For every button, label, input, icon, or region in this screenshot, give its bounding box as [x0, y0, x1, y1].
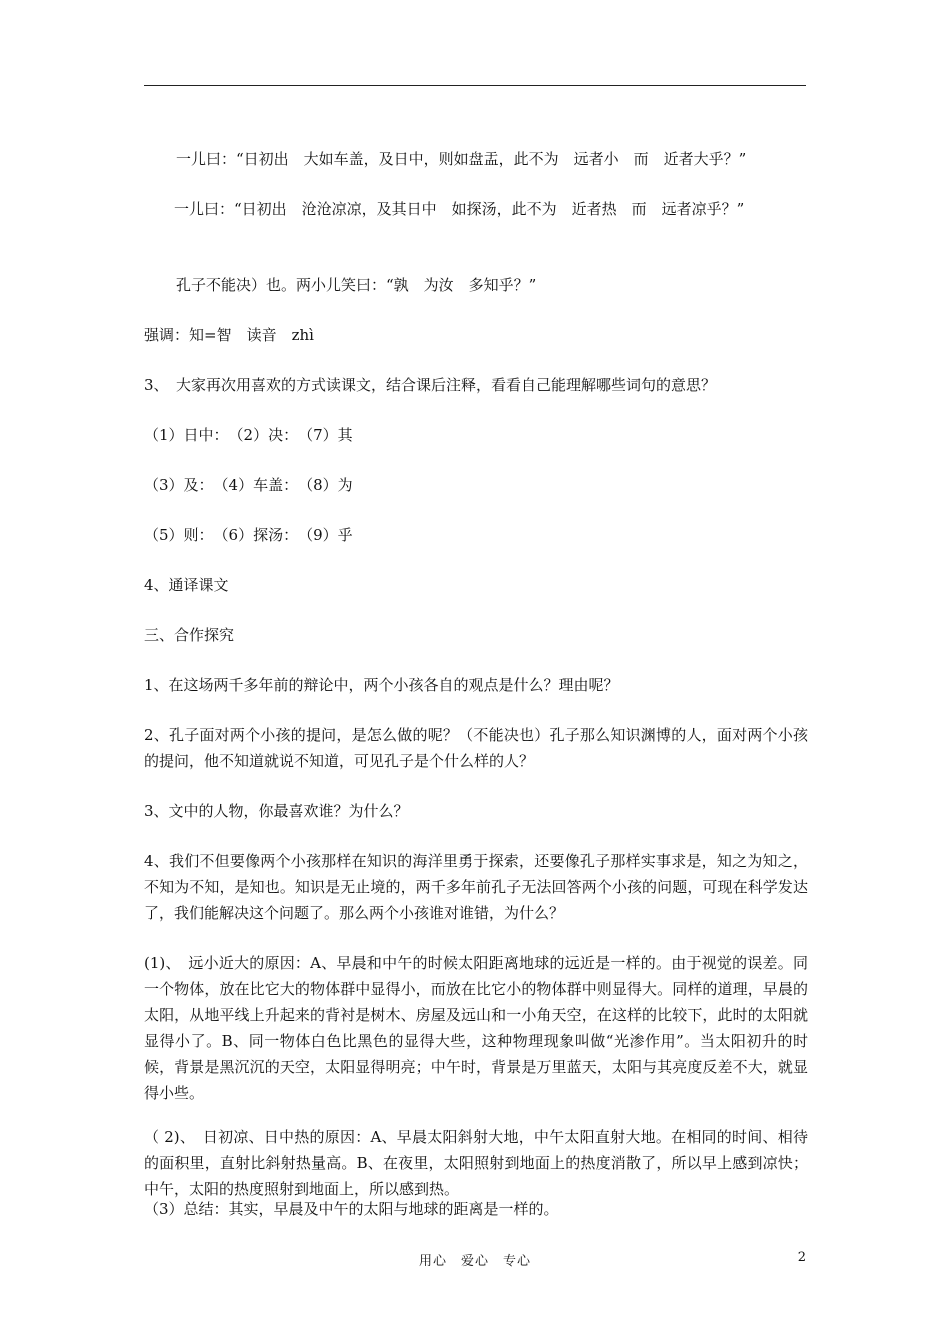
- header-rule: [144, 85, 806, 86]
- vocab-row-2: （3）及： （4）车盖： （8）为: [144, 476, 353, 494]
- paragraph-dialogue-2: 一儿曰：“日初出 沧沧凉凉，及其日中 如探汤，此不为 近者热 而 远者凉乎？”: [174, 200, 745, 218]
- question-1: 1、在这场两千多年前的辩论中，两个小孩各自的观点是什么？理由呢？: [144, 676, 619, 694]
- footer-motto: 用心 爱心 专心: [418, 1254, 531, 1269]
- question-2: 2、孔子面对两个小孩的提问，是怎么做的呢？（不能决也）孔子那么知识渊博的人，面对两个小孩的提问，他不知道就说不知道，可见孔子是个什么样的人？: [144, 726, 808, 770]
- paragraph-confucius: 孔子不能决）也。两小儿笑曰：“孰 为汝 多知乎？”: [176, 276, 537, 294]
- answer-2: （ 2)、 日初凉、日中热的原因：A、早晨太阳斜射大地，中午太阳直射大地。在相同的时间、相待的面积里，直射比斜射热量高。B、在夜里，太阳照射到地面上的热度消散了，所以早上感到凉快；中午，太阳的热度照射到地面上，所以感到热。: [144, 1128, 808, 1198]
- paragraph-task-3: 3、 大家再次用喜欢的方式读课文，结合课后注释，看看自己能理解哪些词句的意思？: [144, 376, 717, 394]
- question-4: 4、我们不但要像两个小孩那样在知识的海洋里勇于探索，还要像孔子那样实事求是，知之为知之，不知为不知，是知也。知识是无止境的，两千多年前孔子无法回答两个小孩的问题，可现在科学发达了，我们能解决这个问题了。那么两个小孩谁对谁错，为什么？: [144, 852, 808, 922]
- paragraph-emphasis: 强调：知=智 读音 zhì: [144, 326, 314, 344]
- answer-3-summary: （3）总结：其实，早晨及中午的太阳与地球的距离是一样的。: [144, 1200, 559, 1218]
- paragraph-task-4: 4、通译课文: [144, 576, 229, 594]
- vocab-row-3: （5）则： （6）探汤： （9）乎: [144, 526, 353, 544]
- section-heading: 三、合作探究: [144, 626, 235, 644]
- paragraph-dialogue-1: 一儿曰：“日初出 大如车盖，及日中，则如盘盂，此不为 远者小 而 近者大乎？”: [176, 150, 747, 168]
- page-number: 2: [797, 1250, 806, 1265]
- question-3: 3、文中的人物，你最喜欢谁？为什么？: [144, 802, 409, 820]
- answer-1: (1)、 远小近大的原因：A、早晨和中午的时候太阳距离地球的远近是一样的。由于视觉的误差。同一个物体，放在比它大的物体群中显得小，而放在比它小的物体群中则显得大。同样的道理，早晨的太阳，从地平线上升起来的背衬是树木、房屋及远山和一小角天空，在这样的比较下，此时的太阳就显得小了。B、同一物体白色比黑色的显得大些，这种物理现象叫做“光渗作用”。当太阳初升的时候，背景是黑沉沉的天空，太阳显得明亮；中午时，背景是万里蓝天，太阳与其亮度反差不大，就显得小些。: [144, 954, 808, 1102]
- vocab-row-1: （1）日中： （2）决： （7）其: [144, 426, 353, 444]
